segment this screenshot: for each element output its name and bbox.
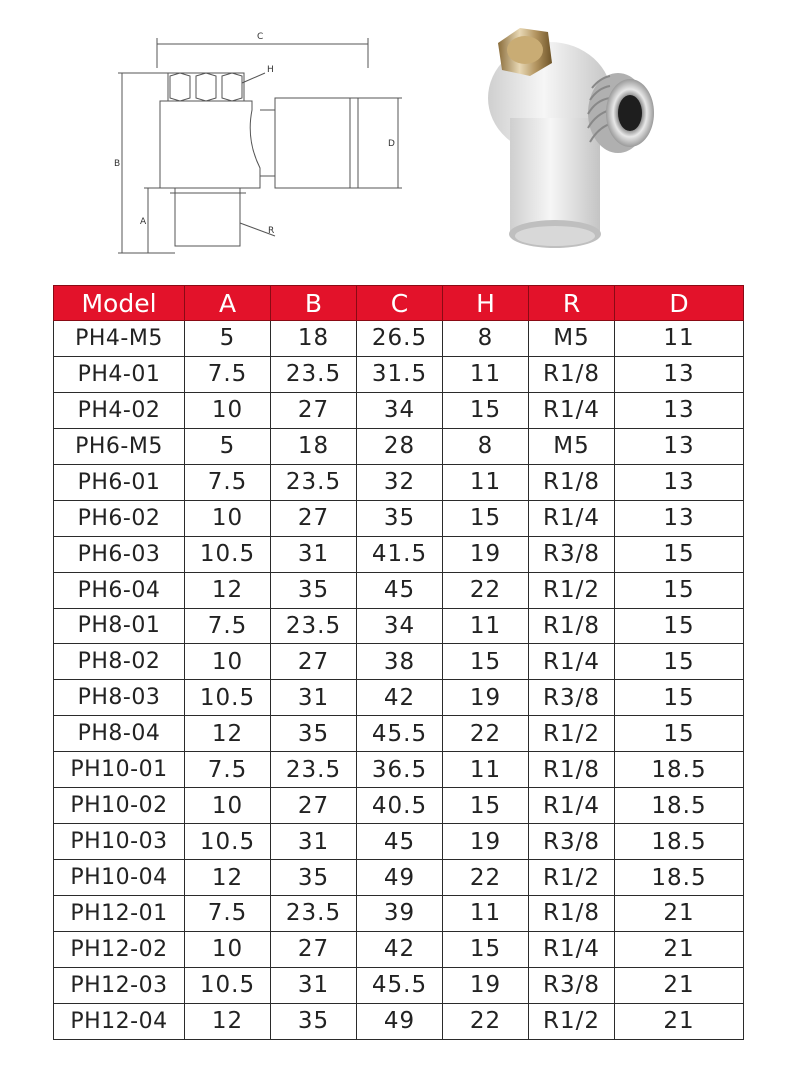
cell-d: 21 bbox=[615, 967, 744, 1003]
table-row bbox=[54, 608, 744, 644]
cell-c: 40.5 bbox=[357, 788, 443, 824]
table-row bbox=[54, 967, 744, 1003]
cell-a: 7.5 bbox=[185, 752, 271, 788]
cell-model: PH12-01 bbox=[54, 896, 185, 932]
cell-d: 15 bbox=[615, 608, 744, 644]
cell-b: 27 bbox=[271, 931, 357, 967]
cell-h: 15 bbox=[443, 392, 529, 428]
table-row bbox=[54, 321, 744, 357]
cell-b: 23.5 bbox=[271, 464, 357, 500]
cell-b: 23.5 bbox=[271, 896, 357, 932]
cell-c: 34 bbox=[357, 392, 443, 428]
cell-r: R3/8 bbox=[529, 824, 615, 860]
label-a: A bbox=[140, 217, 147, 227]
label-b: B bbox=[114, 159, 121, 169]
cell-model: PH4-02 bbox=[54, 392, 185, 428]
table-row bbox=[54, 536, 744, 572]
cell-d: 15 bbox=[615, 536, 744, 572]
cell-r: R1/4 bbox=[529, 392, 615, 428]
cell-b: 31 bbox=[271, 536, 357, 572]
cell-c: 28 bbox=[357, 428, 443, 464]
cell-b: 23.5 bbox=[271, 608, 357, 644]
cell-r: R1/8 bbox=[529, 464, 615, 500]
cell-r: R1/8 bbox=[529, 608, 615, 644]
header-a: A bbox=[185, 286, 271, 321]
cell-b: 18 bbox=[271, 428, 357, 464]
cell-r: R1/8 bbox=[529, 752, 615, 788]
cell-model: PH4-M5 bbox=[54, 321, 185, 357]
cell-model: PH10-02 bbox=[54, 788, 185, 824]
cell-r: R3/8 bbox=[529, 680, 615, 716]
cell-d: 15 bbox=[615, 572, 744, 608]
cell-c: 49 bbox=[357, 860, 443, 896]
cell-b: 27 bbox=[271, 392, 357, 428]
cell-d: 13 bbox=[615, 356, 744, 392]
cell-b: 31 bbox=[271, 680, 357, 716]
cell-r: M5 bbox=[529, 428, 615, 464]
cell-b: 18 bbox=[271, 321, 357, 357]
cell-model: PH8-04 bbox=[54, 716, 185, 752]
table-row bbox=[54, 680, 744, 716]
table-row bbox=[54, 500, 744, 536]
cell-h: 11 bbox=[443, 752, 529, 788]
cell-a: 10.5 bbox=[185, 824, 271, 860]
cell-r: R1/2 bbox=[529, 860, 615, 896]
cell-model: PH4-01 bbox=[54, 356, 185, 392]
table-row bbox=[54, 464, 744, 500]
cell-b: 27 bbox=[271, 500, 357, 536]
cell-d: 21 bbox=[615, 1003, 744, 1039]
cell-a: 12 bbox=[185, 860, 271, 896]
cell-b: 35 bbox=[271, 860, 357, 896]
cell-h: 11 bbox=[443, 896, 529, 932]
cell-d: 15 bbox=[615, 644, 744, 680]
cell-a: 5 bbox=[185, 321, 271, 357]
cell-h: 8 bbox=[443, 321, 529, 357]
cell-r: R3/8 bbox=[529, 536, 615, 572]
cell-c: 36.5 bbox=[357, 752, 443, 788]
table-row bbox=[54, 752, 744, 788]
cell-h: 15 bbox=[443, 644, 529, 680]
fitting-photo bbox=[470, 18, 670, 268]
cell-model: PH12-04 bbox=[54, 1003, 185, 1039]
cell-b: 35 bbox=[271, 716, 357, 752]
cell-d: 15 bbox=[615, 716, 744, 752]
cell-model: PH10-01 bbox=[54, 752, 185, 788]
cell-d: 11 bbox=[615, 321, 744, 357]
cell-model: PH8-01 bbox=[54, 608, 185, 644]
cell-r: R1/2 bbox=[529, 1003, 615, 1039]
cell-model: PH10-03 bbox=[54, 824, 185, 860]
label-h: H bbox=[267, 65, 274, 75]
cell-h: 15 bbox=[443, 788, 529, 824]
cell-c: 45.5 bbox=[357, 967, 443, 1003]
cell-model: PH8-03 bbox=[54, 680, 185, 716]
table-row bbox=[54, 788, 744, 824]
cell-c: 31.5 bbox=[357, 356, 443, 392]
cell-d: 18.5 bbox=[615, 860, 744, 896]
cell-h: 19 bbox=[443, 824, 529, 860]
cell-c: 49 bbox=[357, 1003, 443, 1039]
cell-a: 5 bbox=[185, 428, 271, 464]
table-row bbox=[54, 572, 744, 608]
table-row bbox=[54, 1003, 744, 1039]
table-row bbox=[54, 644, 744, 680]
cell-c: 41.5 bbox=[357, 536, 443, 572]
cell-d: 18.5 bbox=[615, 752, 744, 788]
cell-h: 19 bbox=[443, 967, 529, 1003]
cell-model: PH6-02 bbox=[54, 500, 185, 536]
cell-b: 27 bbox=[271, 644, 357, 680]
cell-a: 10.5 bbox=[185, 680, 271, 716]
cell-c: 45 bbox=[357, 824, 443, 860]
cell-a: 12 bbox=[185, 572, 271, 608]
table-row bbox=[54, 896, 744, 932]
cell-a: 7.5 bbox=[185, 464, 271, 500]
cell-h: 11 bbox=[443, 608, 529, 644]
cell-h: 8 bbox=[443, 428, 529, 464]
cell-c: 42 bbox=[357, 680, 443, 716]
label-d: D bbox=[388, 139, 395, 149]
cell-b: 31 bbox=[271, 967, 357, 1003]
cell-model: PH8-02 bbox=[54, 644, 185, 680]
cell-a: 12 bbox=[185, 1003, 271, 1039]
label-r: R bbox=[268, 226, 275, 236]
cell-a: 10 bbox=[185, 392, 271, 428]
cell-a: 10 bbox=[185, 500, 271, 536]
table-row bbox=[54, 931, 744, 967]
cell-h: 15 bbox=[443, 931, 529, 967]
cell-d: 18.5 bbox=[615, 824, 744, 860]
cell-b: 23.5 bbox=[271, 356, 357, 392]
cell-h: 19 bbox=[443, 680, 529, 716]
cell-a: 7.5 bbox=[185, 896, 271, 932]
cell-a: 7.5 bbox=[185, 356, 271, 392]
cell-b: 31 bbox=[271, 824, 357, 860]
cell-c: 45 bbox=[357, 572, 443, 608]
cell-a: 10.5 bbox=[185, 967, 271, 1003]
cell-model: PH12-03 bbox=[54, 967, 185, 1003]
cell-a: 10 bbox=[185, 644, 271, 680]
cell-d: 21 bbox=[615, 931, 744, 967]
cell-c: 32 bbox=[357, 464, 443, 500]
cell-r: R1/8 bbox=[529, 356, 615, 392]
cell-c: 39 bbox=[357, 896, 443, 932]
cell-b: 35 bbox=[271, 1003, 357, 1039]
cell-d: 21 bbox=[615, 896, 744, 932]
cell-b: 23.5 bbox=[271, 752, 357, 788]
table-row bbox=[54, 392, 744, 428]
cell-r: R1/4 bbox=[529, 644, 615, 680]
cell-d: 13 bbox=[615, 392, 744, 428]
table-row bbox=[54, 824, 744, 860]
dimension-drawing bbox=[100, 28, 410, 268]
cell-a: 12 bbox=[185, 716, 271, 752]
cell-a: 10 bbox=[185, 788, 271, 824]
cell-d: 18.5 bbox=[615, 788, 744, 824]
cell-h: 22 bbox=[443, 1003, 529, 1039]
cell-model: PH6-03 bbox=[54, 536, 185, 572]
cell-d: 13 bbox=[615, 500, 744, 536]
cell-h: 11 bbox=[443, 464, 529, 500]
header-b: B bbox=[271, 286, 357, 321]
table-row bbox=[54, 716, 744, 752]
header-d: D bbox=[615, 286, 744, 321]
cell-c: 34 bbox=[357, 608, 443, 644]
cell-model: PH6-M5 bbox=[54, 428, 185, 464]
cell-b: 27 bbox=[271, 788, 357, 824]
cell-r: R1/2 bbox=[529, 716, 615, 752]
header-h: H bbox=[443, 286, 529, 321]
cell-a: 7.5 bbox=[185, 608, 271, 644]
cell-r: R1/8 bbox=[529, 896, 615, 932]
cell-a: 10 bbox=[185, 931, 271, 967]
cell-model: PH6-04 bbox=[54, 572, 185, 608]
cell-c: 45.5 bbox=[357, 716, 443, 752]
cell-d: 15 bbox=[615, 680, 744, 716]
header-r: R bbox=[529, 286, 615, 321]
cell-h: 19 bbox=[443, 536, 529, 572]
cell-r: R1/4 bbox=[529, 500, 615, 536]
cell-h: 22 bbox=[443, 716, 529, 752]
table-row bbox=[54, 860, 744, 896]
cell-r: R1/4 bbox=[529, 931, 615, 967]
cell-b: 35 bbox=[271, 572, 357, 608]
table-row bbox=[54, 356, 744, 392]
cell-h: 22 bbox=[443, 572, 529, 608]
table-row bbox=[54, 428, 744, 464]
cell-model: PH6-01 bbox=[54, 464, 185, 500]
cell-h: 11 bbox=[443, 356, 529, 392]
cell-r: R1/4 bbox=[529, 788, 615, 824]
cell-h: 15 bbox=[443, 500, 529, 536]
cell-r: R3/8 bbox=[529, 967, 615, 1003]
cell-r: R1/2 bbox=[529, 572, 615, 608]
cell-a: 10.5 bbox=[185, 536, 271, 572]
cell-c: 38 bbox=[357, 644, 443, 680]
cell-d: 13 bbox=[615, 428, 744, 464]
cell-h: 22 bbox=[443, 860, 529, 896]
cell-c: 42 bbox=[357, 931, 443, 967]
cell-c: 26.5 bbox=[357, 321, 443, 357]
cell-r: M5 bbox=[529, 321, 615, 357]
header-c: C bbox=[357, 286, 443, 321]
cell-model: PH12-02 bbox=[54, 931, 185, 967]
header-model: Model bbox=[54, 286, 185, 321]
cell-model: PH10-04 bbox=[54, 860, 185, 896]
label-c: C bbox=[257, 32, 264, 42]
cell-c: 35 bbox=[357, 500, 443, 536]
cell-d: 13 bbox=[615, 464, 744, 500]
table-header-row bbox=[54, 286, 744, 321]
spec-table bbox=[53, 285, 744, 1040]
